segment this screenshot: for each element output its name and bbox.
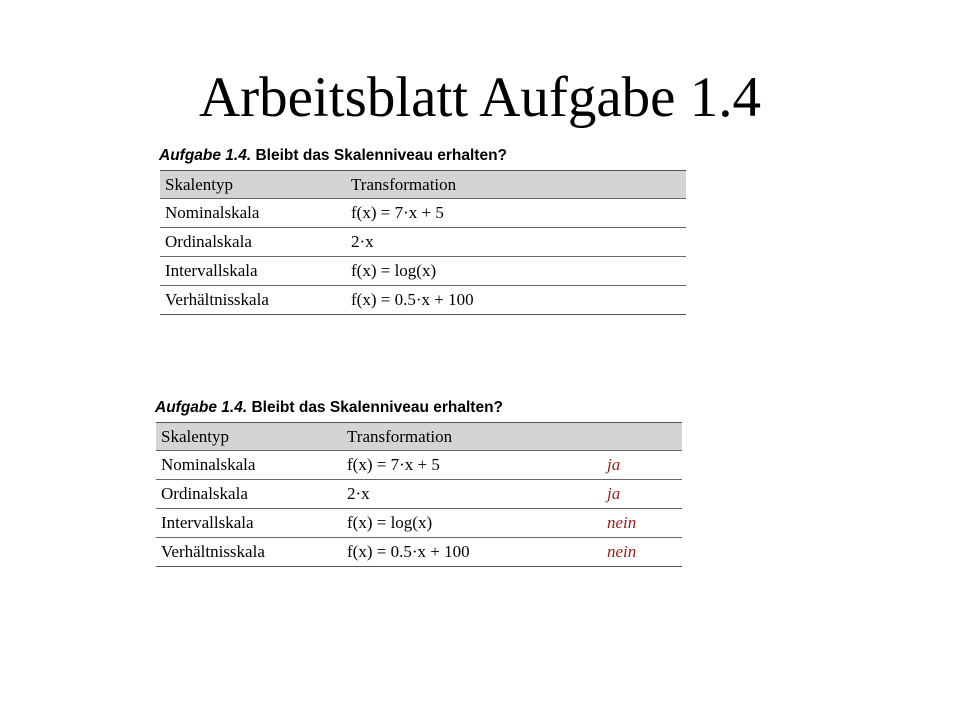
task-with-answers: [156, 398, 682, 567]
answer-cell: [606, 199, 686, 228]
column-header-transformation: Transformation: [346, 171, 606, 199]
table-row: [156, 538, 682, 567]
scale-type-cell: Verhältnisskala: [160, 286, 346, 315]
task-heading: [159, 146, 686, 170]
task-question: Bleibt das Skalenniveau erhalten?: [251, 399, 504, 416]
answer-cell: nein: [602, 538, 682, 567]
task-label: Aufgabe 1.4.: [159, 147, 252, 164]
task-heading: [155, 398, 682, 422]
transformation-cell: f(x) = log(x): [342, 509, 602, 538]
table-row: [160, 286, 686, 315]
column-header-scale-type: Skalentyp: [156, 423, 342, 451]
column-header-scale-type: Skalentyp: [160, 171, 346, 199]
transformation-table-with-answers: [156, 422, 682, 567]
column-header-answer: [606, 171, 686, 199]
answer-cell: nein: [602, 509, 682, 538]
task-without-answers: [160, 146, 686, 315]
transformation-cell: f(x) = 0.5·x + 100: [342, 538, 602, 567]
scale-type-cell: Verhältnisskala: [156, 538, 342, 567]
slide-title: Arbeitsblatt Aufgabe 1.4: [199, 66, 761, 129]
table-header-row: [156, 423, 682, 451]
table-header-row: [160, 171, 686, 199]
answer-cell: [606, 286, 686, 315]
transformation-cell: f(x) = log(x): [346, 257, 606, 286]
scale-type-cell: Nominalskala: [156, 451, 342, 480]
transformation-cell: 2·x: [342, 480, 602, 509]
answer-cell: [606, 257, 686, 286]
table-row: [156, 480, 682, 509]
scale-type-cell: Ordinalskala: [160, 228, 346, 257]
scale-type-cell: Nominalskala: [160, 199, 346, 228]
task-question: Bleibt das Skalenniveau erhalten?: [255, 147, 508, 164]
scale-type-cell: Intervallskala: [160, 257, 346, 286]
transformation-cell: f(x) = 0.5·x + 100: [346, 286, 606, 315]
table-row: [160, 199, 686, 228]
transformation-cell: f(x) = 7·x + 5: [342, 451, 602, 480]
column-header-transformation: Transformation: [342, 423, 602, 451]
scale-type-cell: Ordinalskala: [156, 480, 342, 509]
transformation-table: [160, 170, 686, 315]
transformation-cell: f(x) = 7·x + 5: [346, 199, 606, 228]
answer-cell: ja: [602, 451, 682, 480]
answer-cell: ja: [602, 480, 682, 509]
table-row: [156, 451, 682, 480]
column-header-answer: [602, 423, 682, 451]
table-row: [160, 228, 686, 257]
table-row: [156, 509, 682, 538]
table-row: [160, 257, 686, 286]
task-label: Aufgabe 1.4.: [155, 399, 248, 416]
transformation-cell: 2·x: [346, 228, 606, 257]
answer-cell: [606, 228, 686, 257]
scale-type-cell: Intervallskala: [156, 509, 342, 538]
